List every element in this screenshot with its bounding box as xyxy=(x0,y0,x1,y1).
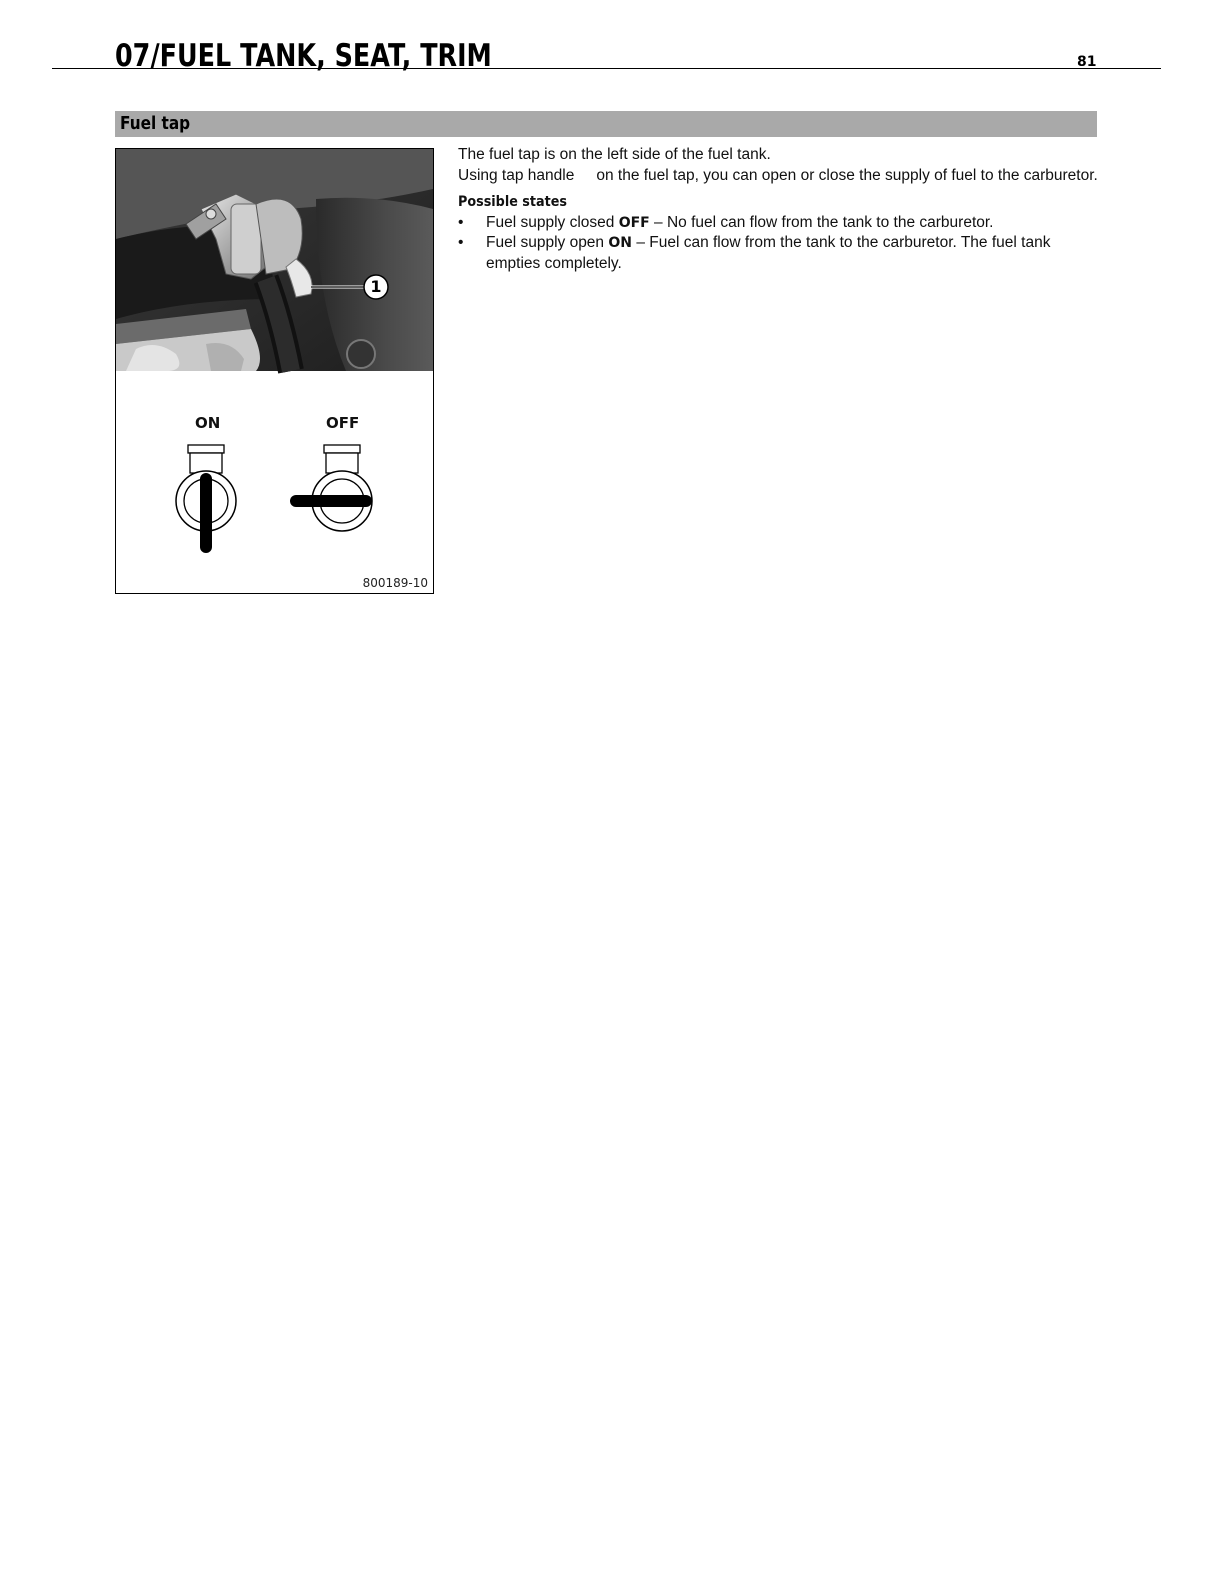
states-list xyxy=(458,213,1098,275)
usage-text-after: on the fuel tap, you can open or close the supply of fuel to the carburetor. xyxy=(596,166,1098,184)
fuel-tap-photo xyxy=(116,149,433,593)
fuel-tap-figure xyxy=(115,148,434,594)
state-prefix: Fuel supply closed xyxy=(486,213,615,231)
usage-text-before: Using tap handle xyxy=(458,166,575,184)
section-title: Fuel tap xyxy=(120,113,191,134)
off-label: OFF xyxy=(326,414,360,432)
callout-number: 1 xyxy=(370,277,382,296)
body-text xyxy=(458,145,1098,274)
list-item xyxy=(458,213,1098,234)
section-heading-bar xyxy=(115,111,1097,137)
state-description: – No fuel can flow from the tank to the carburetor. xyxy=(654,213,994,231)
list-item xyxy=(458,233,1098,274)
state-prefix: Fuel supply open xyxy=(486,234,605,251)
on-label: ON xyxy=(195,414,221,432)
state-description: – Fuel can flow from the tank to the carburetor. The fuel tank empties completely. xyxy=(486,234,1051,272)
bullet: • xyxy=(458,213,464,231)
state-code: OFF xyxy=(618,214,650,231)
intro-paragraph: The fuel tap is on the left side of the fuel tank. xyxy=(458,146,771,163)
page-number: 81 xyxy=(1077,54,1097,70)
state-code: ON xyxy=(608,235,632,251)
figure-code: 800189-10 xyxy=(362,576,428,590)
bullet: • xyxy=(458,234,464,251)
states-heading: Possible states xyxy=(458,194,567,210)
chapter-title: 07/FUEL TANK, SEAT, TRIM xyxy=(115,38,492,74)
header-rule xyxy=(52,68,1161,69)
usage-paragraph xyxy=(458,166,1098,187)
